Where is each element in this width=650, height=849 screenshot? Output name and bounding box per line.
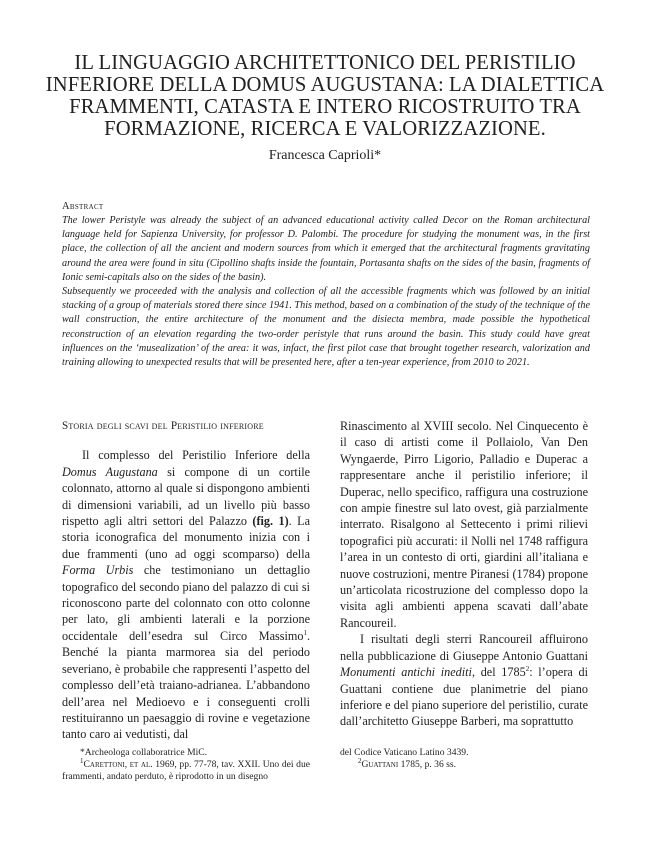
- right-column: [340, 418, 588, 730]
- italic-run: Domus Augustana: [62, 464, 158, 479]
- footnote-2: [340, 756, 588, 771]
- text-run: . Benché la pianta marmorea sia del periodo severiano, è probabile che rappresenti l’aspetto del complesso dell’età traiano-adrianea. L’abbandono dell’area nel Medioevo e i conseguenti crolli restituiranno un paesaggio di rovine e vegetazione tanto caro ai vedutisti, dal: [62, 628, 310, 742]
- right-paragraph-1: Rinascimento al XVIII secolo. Nel Cinquecento è il caso di artisti come il Pollaiolo, Van Den Wyngaerde, Pirro Ligorio, Palladio e Duperac a rappresentare anche il peristilio inferiore; il Duperac, nello specifico, raffigura una costruzione con ampie finestre sul lato ovest, già parzialmente interrato. Risalgono al Settecento i primi rilievi topografici più accurati: il Nolli nel 1748 raffigura l’area in un contesto di orti, giardini all’italiana e nuove costruzioni, mentre Piranesi (1784) propone un’articolata ricostruzione del complesso dopo la visita agli ambienti appena scavati dall’abate Rancoureil.: [340, 419, 588, 630]
- footnote-ref-2[interactable]: 2: [525, 665, 530, 674]
- footnote-number: 1: [80, 756, 84, 765]
- title-line-1: IL LINGUAGGIO ARCHITETTONICO DEL PERISTILIO: [74, 52, 576, 74]
- abstract-paragraph-1: The lower Peristyle was already the subject of an advanced educational activity called Decor on the Roman architectural language held for Sapienza University, for professor D. Palombi. The procedure for studying the monument was, in the first place, the collection of all the ancient and modern sources from which it emerged that the architectural fragments gravitating around the area were found in situ (Cipollino shafts inside the fountain, Portasanta shafts on the sides of the basin, fragments of Ionic semi-capitals also on the sides of the basin).: [62, 215, 590, 283]
- author: Francesca Caprioli*: [268, 148, 382, 163]
- footnote-author: Guattani: [361, 759, 399, 770]
- text-run: . La storia iconografica del monumento inizia con i due frammenti (uno ad oggi scomparso) della: [62, 514, 310, 561]
- text-run: che testimoniano un dettaglio topografico del secondo piano del palazzo di cui si riconoscono parte del colonnato con otto colonne per lato, gli ambienti laterali e la porzione occidentale dell’esedra sul Circo Massimo: [62, 563, 310, 643]
- footnote-1: [62, 756, 310, 783]
- title-line-2: INFERIORE DELLA DOMUS AUGUSTANA: LA DIALETTICA: [45, 74, 605, 96]
- left-paragraph-1: [62, 447, 310, 742]
- footnote-text: 1969, pp. 77-78, tav. XXII. Uno dei due frammenti, andato perduto, è riprodotto in un disegno: [62, 759, 310, 782]
- paper-title: [40, 52, 610, 140]
- right-paragraph-2: [340, 631, 588, 729]
- text-run: : l’opera di Guattani contiene due planimetrie del piano inferiore e del piano superiore del peristilio, curate dall’architetto Giuseppe Barberi, ma soprattutto: [340, 665, 588, 729]
- italic-run: Monumenti antichi inediti: [340, 665, 472, 680]
- text-run: si compone di un cortile colonnato, attorno al quale si dispongono ambienti di dimensioni variabili, ad un livello più basso rispetto agli altri settori del Palazzo: [62, 464, 310, 529]
- abstract-body: [62, 214, 590, 370]
- section-heading: Storia degli scavi del Peristilio inferiore: [62, 420, 264, 432]
- footnotes-right: [340, 747, 588, 771]
- abstract-heading: Abstract: [62, 201, 104, 212]
- text-run: I risultati degli sterri Rancoureil affluirono nella pubblicazione di Giuseppe Antonio Guattani: [340, 632, 588, 663]
- abstract-paragraph-2: Subsequently we proceeded with the analysis and collection of all the accessible fragments which was followed by an initial stacking of a group of materials stored there since 1941. This method, based on a combination of the study of the technique of the wall construction, the entire architecture of the monument and the disiecta membra, made possible the hypothetical reconstruction of an elevation regarding the two-order peristyle that runs around the basin. This study could have great influences on the ‘musealization’ of the area: it was, infact, the first pilot case that brought together research, valorization and training allowing to unexpected results that will be presented here, after a ten-year experience, from 2010 to 2021.: [62, 286, 590, 369]
- title-line-4: FORMAZIONE, RICERCA E VALORIZZAZIONE.: [104, 118, 546, 140]
- text-run: , del 1785: [471, 665, 526, 680]
- title-line-3: FRAMMENTI, CATASTA E INTERO RICOSTRUITO TRA: [69, 96, 581, 118]
- footnote-1-continued: del Codice Vaticano Latino 3439.: [340, 747, 469, 758]
- footnote-star: *Archeologa collaboratrice MiC.: [80, 747, 208, 758]
- figure-reference-link[interactable]: (fig. 1): [252, 514, 289, 529]
- footnote-text: 1785, p. 36 ss.: [398, 759, 457, 770]
- footnote-author: Carettoni, et al.: [83, 759, 153, 770]
- left-column: [62, 418, 310, 743]
- footnote-number: 2: [358, 756, 362, 765]
- italic-run: Forma Urbis: [62, 563, 134, 578]
- footnotes-left: [62, 747, 310, 783]
- footnote-ref-1[interactable]: 1: [303, 628, 307, 637]
- text-run: Il complesso del Peristilio Inferiore della: [82, 448, 310, 463]
